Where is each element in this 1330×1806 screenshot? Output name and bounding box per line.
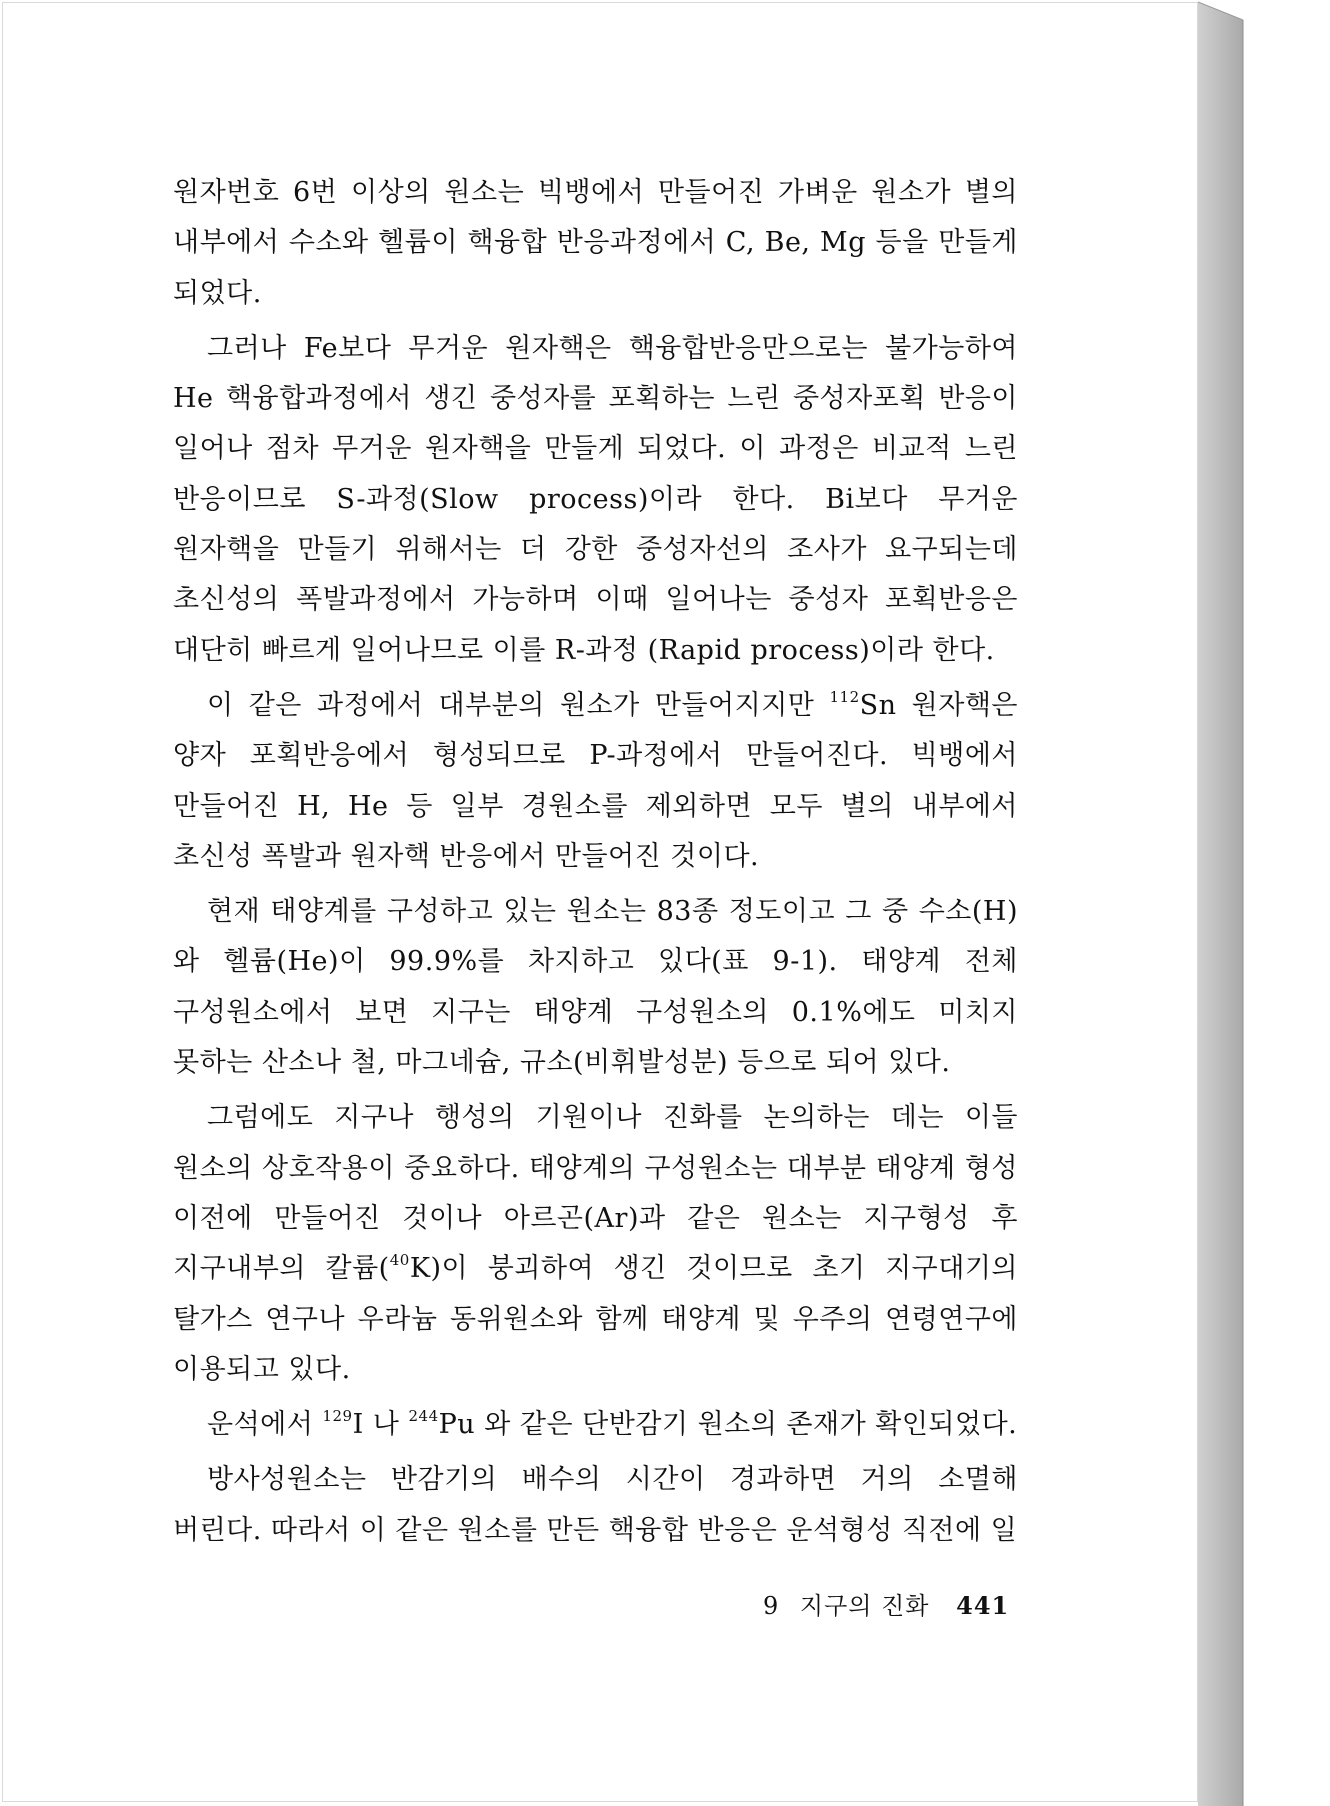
text-run: 원자번호 6번 이상의 원소는 빅뱅에서 만들어진 가벼운 원소가 별의 내부에서 수소와 헬륨이 핵융합 반응과정에서 C, Be, Mg 등을 만들게 되었다. xyxy=(173,177,1018,309)
text-run: 방사성원소는 반감기의 배수의 시간이 경과하면 거의 소멸해 버린다. 따라서 이 같은 원소를 만든 핵융합 반응은 운석형성 직전에 일 xyxy=(173,1464,1018,1546)
paragraph-p7 xyxy=(173,1455,1018,1556)
text-run: Pu 와 같은 단반감기 원소의 존재가 확인되었다. xyxy=(438,1409,1018,1441)
text-run: K)이 붕괴하여 생긴 것이므로 초기 지구대기의 탈가스 연구나 우라늄 동위원소와 함께 태양계 및 우주의 연령연구에 이용되고 있다. xyxy=(173,1253,1018,1385)
page-footer xyxy=(763,1586,1009,1621)
text-run: 그러나 Fe보다 무거운 원자핵은 핵융합반응만으로는 불가능하여 He 핵융합과정에서 생긴 중성자를 포획하는 느린 중성자포획 반응이 일어나 점차 무거운 원자핵을 만들게 되었다. 이 과정은 비교적 느린 반응이므로 S-과정(Slow process)이라 한다. Bi보다 무거운 원자핵을 만들기 위해서는 더 강한 중성자선의 조사가 요구되는데 초신성의 폭발과정에서 가능하며 이때 일어나는 중성자 포획반응은 대단히 빠르게 일어나므로 이를 R-과정 (Rapid process)이라 한다. xyxy=(173,332,1018,666)
paragraph-p2 xyxy=(173,324,1018,676)
paragraph-p4 xyxy=(173,887,1018,1088)
paragraph-p3 xyxy=(173,681,1018,882)
paragraph-p1 xyxy=(173,168,1018,319)
chapter-title: 지구의 진화 xyxy=(799,1592,930,1620)
text-run: I 나 xyxy=(352,1409,409,1441)
text-run: Sn 원자핵은 양자 포획반응에서 형성되므로 P-과정에서 만들어진다. 빅뱅에서 만들어진 H, He 등 일부 경원소를 제외하면 모두 별의 내부에서 초신성 폭발과 원자핵 반응에서 만들어진 것이다. xyxy=(173,689,1018,872)
isotope-mass-number: 112 xyxy=(829,687,860,706)
text-run: 운석에서 xyxy=(207,1409,323,1441)
book-page xyxy=(2,2,1198,1802)
text-run: 이 같은 과정에서 대부분의 원소가 만들어지지만 xyxy=(207,689,830,721)
isotope-mass-number: 40 xyxy=(389,1251,410,1270)
paragraph-p6 xyxy=(173,1400,1018,1450)
text-run: 그럼에도 지구나 행성의 기원이나 진화를 논의하는 데는 이들 원소의 상호작용이 중요하다. 태양계의 구성원소는 대부분 태양계 형성 이전에 만들어진 것이나 아르곤(Ar)과 같은 원소는 지구형성 후 지구내부의 칼륨( xyxy=(173,1102,1018,1285)
page-stack-edge xyxy=(1198,0,1328,1806)
text-run: 현재 태양계를 구성하고 있는 원소는 83종 정도이고 그 중 수소(H)와 헬륨(He)이 99.9%를 차지하고 있다(표 9-1). 태양계 전체 구성원소에서 보면 지구는 태양계 구성원소의 0.1%에도 미치지 못하는 산소나 철, 마그네슘, 규소(비휘발성분) 등으로 되어 있다. xyxy=(173,896,1018,1079)
body-text xyxy=(173,168,1018,1561)
page-number: 441 xyxy=(956,1591,1010,1620)
paragraph-p5 xyxy=(173,1093,1018,1395)
isotope-mass-number: 129 xyxy=(322,1407,353,1426)
isotope-mass-number: 244 xyxy=(408,1407,439,1426)
chapter-number: 9 xyxy=(763,1592,780,1620)
